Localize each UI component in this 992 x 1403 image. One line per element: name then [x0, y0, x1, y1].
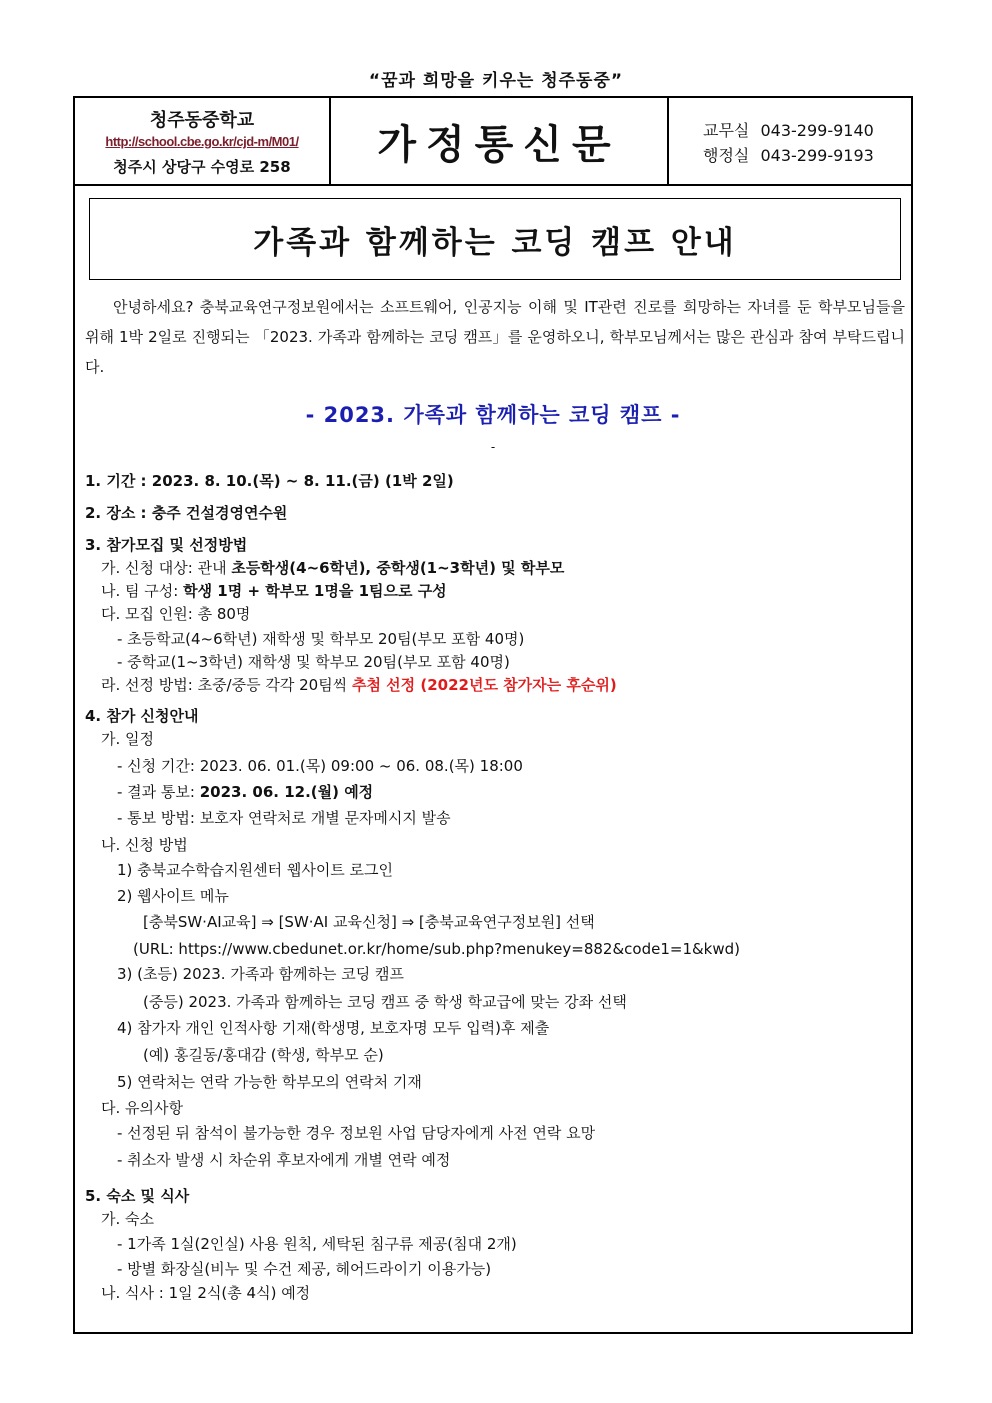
method-step-1: 1) 충북교수학습지원센터 웹사이트 로그인: [117, 861, 394, 879]
meals-info: 나. 식사 : 1일 2식(총 4식) 예정: [101, 1284, 311, 1302]
method-step-3-middle: (중등) 2023. 가족과 함께하는 코딩 캠프 중 학생 학교급에 맞는 강좌 선택: [143, 993, 627, 1011]
method-step-2: 2) 웹사이트 메뉴: [117, 887, 229, 905]
newsletter-header: [75, 98, 911, 186]
recruitment-count: 다. 모집 인원: 총 80명: [101, 605, 251, 623]
section-location: 2. 장소 : 충주 건설경영연수원: [85, 504, 288, 522]
school-url-link[interactable]: http://school.cbe.go.kr/cjd-m/M01/: [105, 134, 299, 149]
recruitment-target-value: 초등학생(4~6학년), 중학생(1~3학년) 및 학부모: [231, 559, 565, 577]
elementary-quota: - 초등학교(4~6학년) 재학생 및 학부모 20팀(부모 포함 40명): [117, 630, 525, 648]
precaution-2: - 취소자 발생 시 차순위 후보자에게 개별 연락 예정: [117, 1151, 451, 1169]
admin-phone-number: 043-299-9193: [760, 146, 874, 165]
method-step-3: 3) (초등) 2023. 가족과 함께하는 코딩 캠프: [117, 965, 405, 983]
school-info: [75, 98, 331, 184]
selection-method-highlight: 추첨 선정 (2022년도 참가자는 후순위): [351, 676, 617, 694]
lodging-detail-2: - 방별 화장실(비누 및 수건 제공, 헤어드라이기 이용가능): [117, 1260, 492, 1278]
office-phone-label: 교무실: [703, 121, 750, 140]
school-slogan: “꿈과 희망을 키우는 청주동중”: [368, 71, 624, 91]
admin-phone: [703, 143, 874, 166]
result-notice-label: - 결과 통보:: [117, 783, 200, 801]
precaution-1: - 선정된 뒤 참석이 불가능한 경우 정보원 사업 담당자에게 사전 연락 요망: [117, 1124, 596, 1142]
result-notice-date: 2023. 06. 12.(월) 예정: [199, 783, 374, 801]
method-step-2-menu-path: [충북SW·AI교육] ⇒ [SW·AI 교육신청] ⇒ [충북교육연구정보원] 선택: [143, 913, 595, 931]
selection-method-label: 라. 선정 방법: 초중/중등 각각 20팀씩: [101, 676, 352, 694]
method-step-4-example: (예) 홍길동/홍대감 (학생, 학부모 순): [143, 1046, 384, 1064]
admin-phone-label: 행정실: [703, 146, 750, 165]
application-method-heading: 나. 신청 방법: [101, 836, 188, 854]
notice-title: 가족과 함께하는 코딩 캠프 안내: [89, 198, 901, 280]
contact-info: [669, 98, 911, 184]
school-address: 청주시 상당구 수영로 258: [113, 158, 291, 176]
office-phone: [703, 118, 874, 141]
result-notice: [117, 781, 373, 803]
section-period: 1. 기간 : 2023. 8. 10.(목) ~ 8. 11.(금) (1박 2일): [85, 472, 454, 490]
intro-paragraph: 안녕하세요? 충북교육연구정보원에서는 소프트웨어, 인공지능 이해 및 IT관련 진로를 희망하는 자녀를 둔 학부모님들을 위해 1박 2일로 진행되는 「2023. 가족과 함께하는 코딩 캠프」를 운영하오니, 학부모님께서는 많은 관심과 참여 부탁드립니다.: [85, 298, 905, 376]
application-period: - 신청 기간: 2023. 06. 01.(목) 09:00 ~ 06. 08.(목) 18:00: [117, 757, 523, 775]
method-step-2-url: (URL: https://www.cbedunet.or.kr/home/sub.php?menukey=882&code1=1&kwd): [133, 940, 741, 958]
recruitment-target: [101, 557, 564, 579]
document-type-title: 가정통신문: [331, 98, 669, 184]
method-step-5: 5) 연락처는 연락 가능한 학부모의 연락처 기재: [117, 1073, 422, 1091]
selection-method: [101, 674, 617, 696]
lodging-heading: 가. 숙소: [101, 1210, 155, 1228]
precautions-heading: 다. 유의사항: [101, 1099, 183, 1117]
section-application-heading: 4. 참가 신청안내: [85, 707, 199, 725]
schedule-heading: 가. 일정: [101, 730, 155, 748]
team-composition-label: 나. 팀 구성:: [101, 582, 184, 600]
middle-quota: - 중학교(1~3학년) 재학생 및 학부모 20팀(부모 포함 40명): [117, 653, 510, 671]
school-name: 청주동중학교: [149, 110, 255, 131]
team-composition-value: 학생 1명 + 학부모 1명을 1팀으로 구성: [183, 582, 447, 600]
lodging-detail-1: - 1가족 1실(2인실) 사용 원칙, 세탁된 침구류 제공(침대 2개): [117, 1235, 517, 1253]
notice-method: - 통보 방법: 보호자 연락처로 개별 문자메시지 발송: [117, 809, 451, 827]
office-phone-number: 043-299-9140: [760, 121, 874, 140]
event-subtitle: - 2023. 가족과 함께하는 코딩 캠프 -: [305, 403, 681, 427]
section-recruitment-heading: 3. 참가모집 및 선정방법: [85, 536, 248, 554]
recruitment-target-label: 가. 신청 대상: 관내: [101, 559, 232, 577]
team-composition: [101, 580, 447, 602]
section-lodging-heading: 5. 숙소 및 식사: [85, 1187, 190, 1205]
method-step-4: 4) 참가자 개인 인적사항 기재(학생명, 보호자명 모두 입력)후 제출: [117, 1019, 550, 1037]
subtitle-dash: -: [490, 440, 496, 454]
newsletter-frame: [73, 96, 913, 1334]
